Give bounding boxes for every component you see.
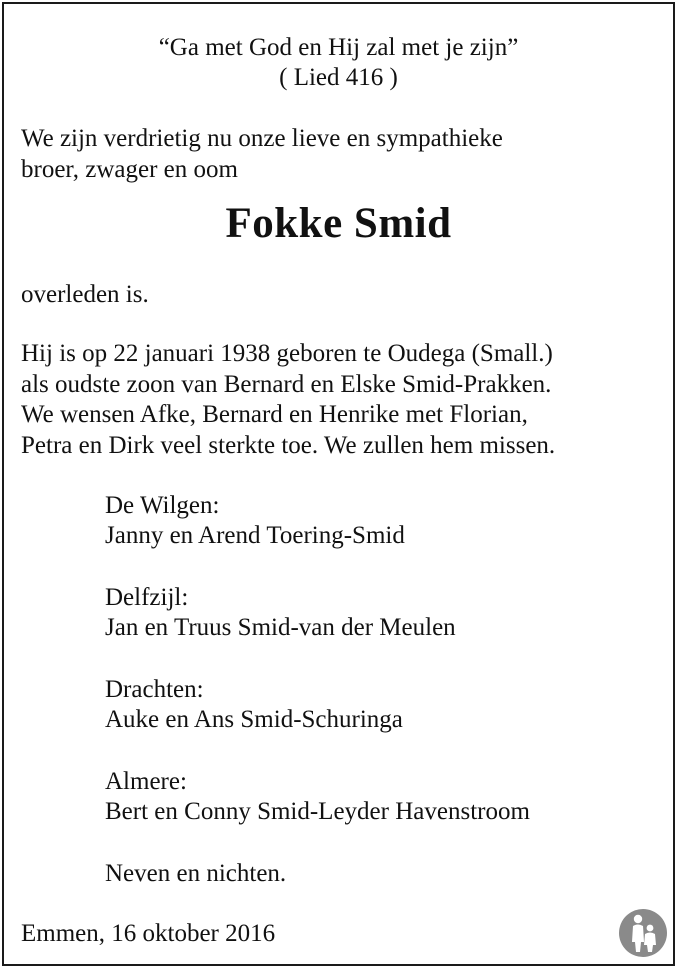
intro-line-1: We zijn verdrietig nu onze lieve en sympathieke [21, 125, 503, 152]
logo-figure-head-2 [647, 925, 654, 932]
biography-line-3: We wensen Afke, Bernard en Henrike met Florian, [21, 401, 528, 428]
family-names: Bert en Conny Smid-Leyder Havenstroom [105, 798, 530, 825]
passed-text: overleden is. [21, 281, 149, 308]
deceased-name: Fokke Smid [225, 200, 452, 247]
intro-line-2: broer, zwager en oom [21, 156, 238, 183]
quote-source: ( Lied 416 ) [279, 64, 398, 91]
family-place: De Wilgen: [105, 492, 220, 519]
family-names: Janny en Arend Toering-Smid [105, 522, 405, 549]
biography-line-4: Petra en Dirk veel sterkte toe. We zullen hem missen. [21, 432, 556, 459]
family-names: Auke en Ans Smid-Schuringa [105, 706, 403, 733]
family-names: Jan en Truus Smid-van der Meulen [105, 614, 456, 641]
family-place: Delfzijl: [105, 584, 189, 611]
family-place: Almere: [105, 768, 187, 795]
biography-line-1: Hij is op 22 januari 1938 geboren te Oudega (Small.) [21, 340, 553, 367]
relatives-text: Neven en nichten. [105, 860, 287, 887]
place-date: Emmen, 16 oktober 2016 [21, 920, 276, 947]
family-place: Drachten: [105, 676, 204, 703]
logo-figure-head-1 [634, 915, 642, 923]
obituary-notice [2, 2, 675, 966]
biography-line-2: als oudste zoon van Bernard en Elske Smid-Prakken. [21, 371, 552, 398]
quote-text: “Ga met God en Hij zal met je zijn” [158, 34, 519, 61]
memorial-figures-logo-icon [618, 908, 668, 958]
